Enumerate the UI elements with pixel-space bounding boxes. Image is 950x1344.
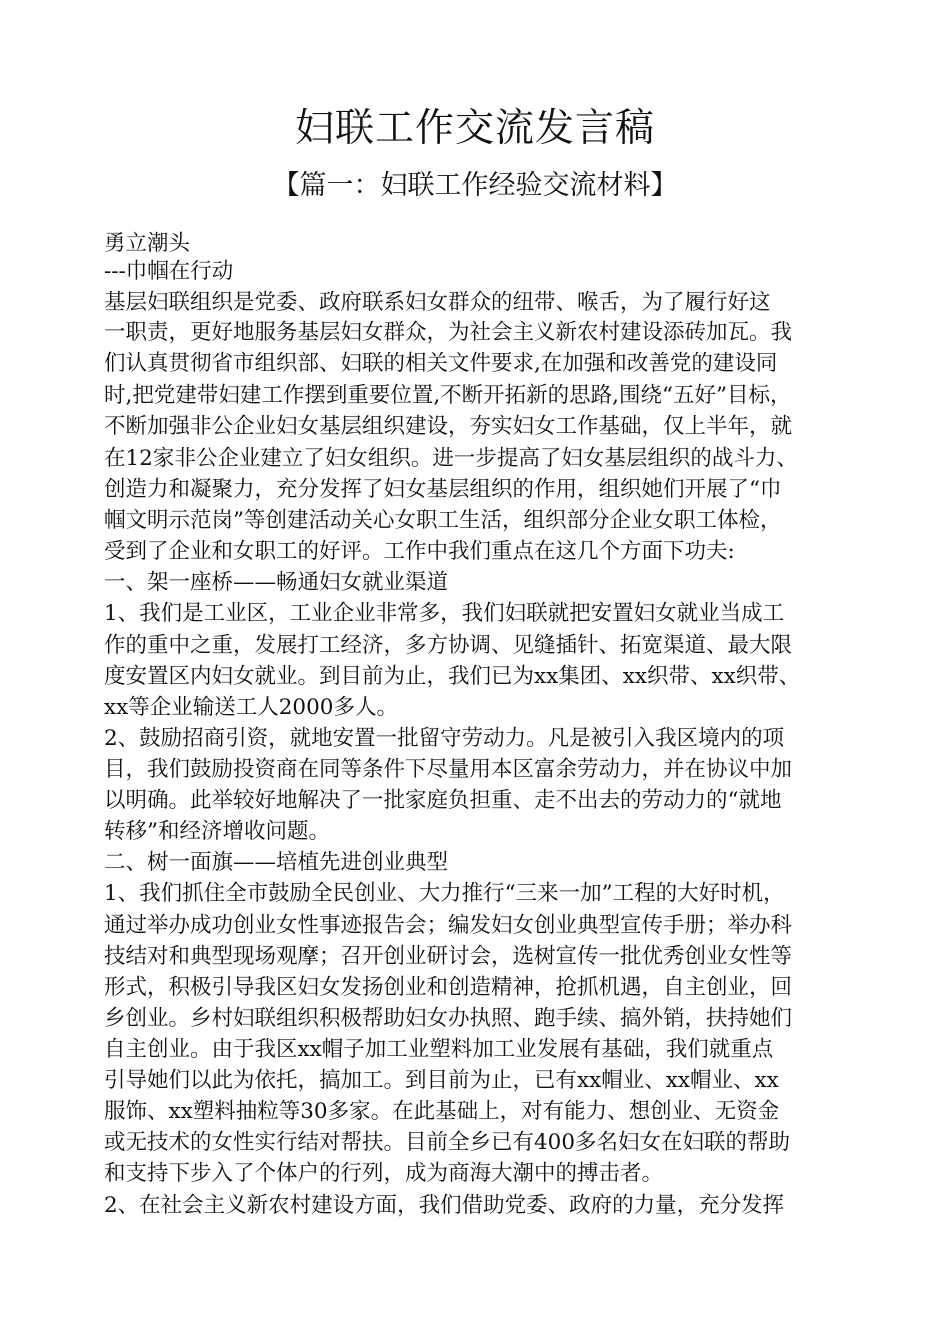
section-heading: 二、树一面旗——培植先进创业典型 <box>104 850 449 875</box>
heading-line: 勇立潮头 <box>104 231 191 256</box>
paragraph-line: 转移”和经济增收问题。 <box>104 819 330 844</box>
paragraph-line: 形式，积极引导我区妇女发扬创业和创造精神，抢抓机遇，自主创业，回 <box>104 975 793 1000</box>
paragraph-line: 1、我们是工业区，工业企业非常多，我们妇联就把安置妇女就业当成工 <box>104 601 785 626</box>
paragraph-line: 不断加强非公企业妇女基层组织建设，夯实妇女工作基础，仅上半年，就 <box>104 414 793 439</box>
paragraph-line: 通过举办成功创业女性事迹报告会；编发妇女创业典型宣传手册；举办科 <box>104 913 793 938</box>
heading-line: ---巾帼在行动 <box>104 259 234 284</box>
document-subtitle: 【篇一：妇联工作经验交流材料】 <box>272 170 678 201</box>
document-title: 妇联工作交流发言稿 <box>294 106 655 151</box>
paragraph-line: 服饰、xx塑料抽粒等30多家。在此基础上，对有能力、想创业、无资金 <box>104 1099 780 1124</box>
paragraph-line: 2、鼓励招商引资，就地安置一批留守劳动力。凡是被引入我区境内的项 <box>104 726 785 751</box>
paragraph-line: 1、我们抓住全市鼓励全民创业、大力推行“三来一加”工程的大好时机， <box>104 881 785 906</box>
paragraph-line: 2、在社会主义新农村建设方面，我们借助党委、政府的力量，充分发挥 <box>104 1193 785 1218</box>
paragraph-line: 目，我们鼓励投资商在同等条件下尽量用本区富余劳动力，并在协议中加 <box>104 757 793 782</box>
paragraph-line: 创造力和凝聚力，充分发挥了妇女基层组织的作用，组织她们开展了“巾 <box>104 477 782 502</box>
paragraph-line: 们认真贯彻省市组织部、妇联的相关文件要求,在加强和改善党的建设同 <box>104 351 778 376</box>
paragraph-line: 或无技术的女性实行结对帮扶。目前全乡已有400多名妇女在妇联的帮助 <box>104 1130 791 1155</box>
paragraph-line: 度安置区内妇女就业。到目前为止，我们已为xx集团、xx织带、xx织带、 <box>104 664 801 689</box>
paragraph-line: 在12家非公企业建立了妇女组织。进一步提高了妇女基层组织的战斗力、 <box>104 446 798 471</box>
paragraph-line: 时,把党建带妇建工作摆到重要位置,不断开拓新的思路,围绕“五好”目标， <box>104 383 792 408</box>
paragraph-line: 技结对和典型现场观摩；召开创业研讨会，选树宣传一批优秀创业女性等 <box>104 944 793 969</box>
paragraph-line: 乡创业。乡村妇联组织积极帮助妇女办执照、跑手续、搞外销，扶持她们 <box>104 1006 793 1031</box>
paragraph-line: 受到了企业和女职工的好评。工作中我们重点在这几个方面下功夫: <box>104 539 735 564</box>
paragraph-line: 自主创业。由于我区xx帽子加工业塑料加工业发展有基础，我们就重点 <box>104 1037 774 1062</box>
paragraph-line: 引导她们以此为依托，搞加工。到目前为止，已有xx帽业、xx帽业、xx <box>104 1068 779 1093</box>
paragraph-line: 和支持下步入了个体户的行列，成为商海大潮中的搏击者。 <box>104 1161 664 1186</box>
paragraph-line: 一职责，更好地服务基层妇女群众，为社会主义新农村建设添砖加瓦。我 <box>104 320 793 345</box>
paragraph-line: xx等企业输送工人2000多人。 <box>104 695 398 720</box>
section-heading: 一、架一座桥——畅通妇女就业渠道 <box>104 570 449 595</box>
paragraph-line: 以明确。此举较好地解决了一批家庭负担重、走不出去的劳动力的“就地 <box>104 788 782 813</box>
paragraph-line: 帼文明示范岗”等创建活动关心女职工生活，组织部分企业女职工体检， <box>104 508 782 533</box>
paragraph-line: 作的重中之重，发展打工经济，多方协调、见缝插针、拓宽渠道、最大限 <box>104 633 793 658</box>
paragraph-line: 基层妇联组织是党委、政府联系妇女群众的纽带、喉舌，为了履行好这 <box>104 290 771 315</box>
